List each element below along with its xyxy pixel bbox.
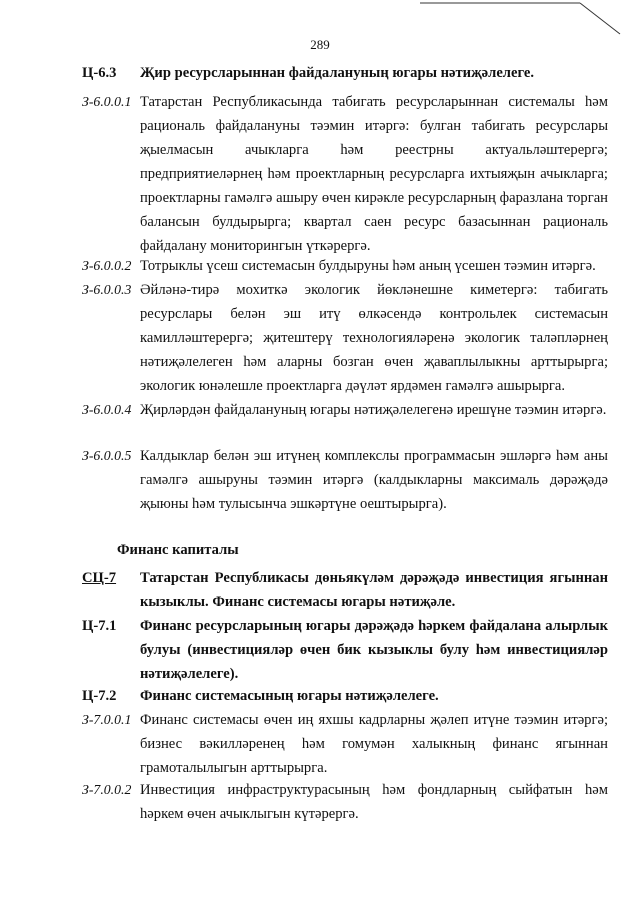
task-text: Җирләрдән файдалануның югары нәтиҗәлелегенә ирешүне тәэмин итәргә. xyxy=(140,402,607,418)
task-row xyxy=(82,254,608,278)
task-code: З-6.0.0.2 xyxy=(82,258,132,273)
corner-decoration-line xyxy=(420,0,640,40)
task-row xyxy=(82,708,608,780)
task-row xyxy=(82,398,608,422)
task-row xyxy=(82,90,608,258)
task-code: З-7.0.0.1 xyxy=(82,712,132,727)
page-number: 289 xyxy=(310,37,330,52)
target-text: Финанс ресурсларының югары дәрәҗәдә һәркем файдалана алырлык булуы (инвестицияләр өчен бик кызыклы булу һәм инвестицияләр нәтиҗәлелеге). xyxy=(140,618,608,682)
task-text: Әйләнә-тирә мохиткә экологик йөкләнешне киметергә: табигать ресурслары белән эш итү өлкәсендә контрольлек системасын камилләштерергә; җитештерү технологияләренә экологик таләпләрнең нәтиҗәлелеген һәм аларны бозган өчен җаваплылыкны арттырырга; экологик юнәлешле проектларга дәүләт ярдәмен гамәлгә ашырырга. xyxy=(140,282,608,394)
task-row xyxy=(82,278,608,398)
task-code: З-6.0.0.5 xyxy=(82,448,132,463)
section-title: Финанс капиталы xyxy=(117,542,239,558)
task-text: Татарстан Республикасында табигать ресурсларыннан системалы һәм рациональ файдалануны тәэмин итәргә: булган табигать ресурслары җыелмасын ачыкларга һәм реестрны актуальләштерергә; предприятиеләрнең һәм проектларның ресурсларга ихтыяҗын ачыкларга; проектларны гамәлгә ашыру өчен кирәкле ресурсларның фаразлана торган балансын булдырырга; квартал саен ресурс базасыннан рациональ файдалану мониторингын үткәрергә. xyxy=(140,94,608,254)
task-text: Калдыклар белән эш итүнең комплекслы программасын эшләргә һәм аны гамәлгә ашыруны тәэмин итәргә (калдыкларны максималь дәрәҗәдә җыюны һәм тулысынча эшкәртүне оештырырга). xyxy=(140,448,608,512)
task-row xyxy=(82,778,608,826)
task-code: З-7.0.0.2 xyxy=(82,782,132,797)
target-heading-row xyxy=(82,614,608,686)
target-code: Ц-7.2 xyxy=(82,688,117,704)
task-text: Финанс системасы өчен иң яхшы кадрларны җәлеп итүне тәэмин итәргә; бизнес вәкилләренең һәм гомумән халыкның финанс ягыннан грамоталылыгын арттырырга. xyxy=(140,712,608,776)
target-heading-row xyxy=(82,61,608,85)
task-row xyxy=(82,444,608,516)
strategic-goal-code: СЦ-7 xyxy=(82,570,117,586)
task-text: Инвестиция инфраструктурасының һәм фондларның сыйфатын һәм һәркем өчен ачыклыгын күтәрергә. xyxy=(140,782,608,822)
strategic-goal-row xyxy=(82,566,608,614)
target-heading-row xyxy=(82,684,608,708)
target-text: Финанс системасының югары нәтиҗәлелеге. xyxy=(140,688,439,704)
target-text: Җир ресурсларыннан файдалануның югары нәтиҗәлелеге. xyxy=(140,65,535,81)
strategic-goal-text: Татарстан Республикасы дөньякүләм дәрәҗәдә инвестиция ягыннан кызыклы. Финанс системасы югары нәтиҗәле. xyxy=(140,570,608,610)
task-code: З-6.0.0.3 xyxy=(82,282,132,297)
task-text: Тотрыклы үсеш системасын булдыруны һәм аның үсешен тәэмин итәргә. xyxy=(140,258,596,274)
target-code: Ц-6.3 xyxy=(82,65,117,81)
target-code: Ц-7.1 xyxy=(82,618,117,634)
task-code: З-6.0.0.4 xyxy=(82,402,132,417)
task-code: З-6.0.0.1 xyxy=(82,94,132,109)
